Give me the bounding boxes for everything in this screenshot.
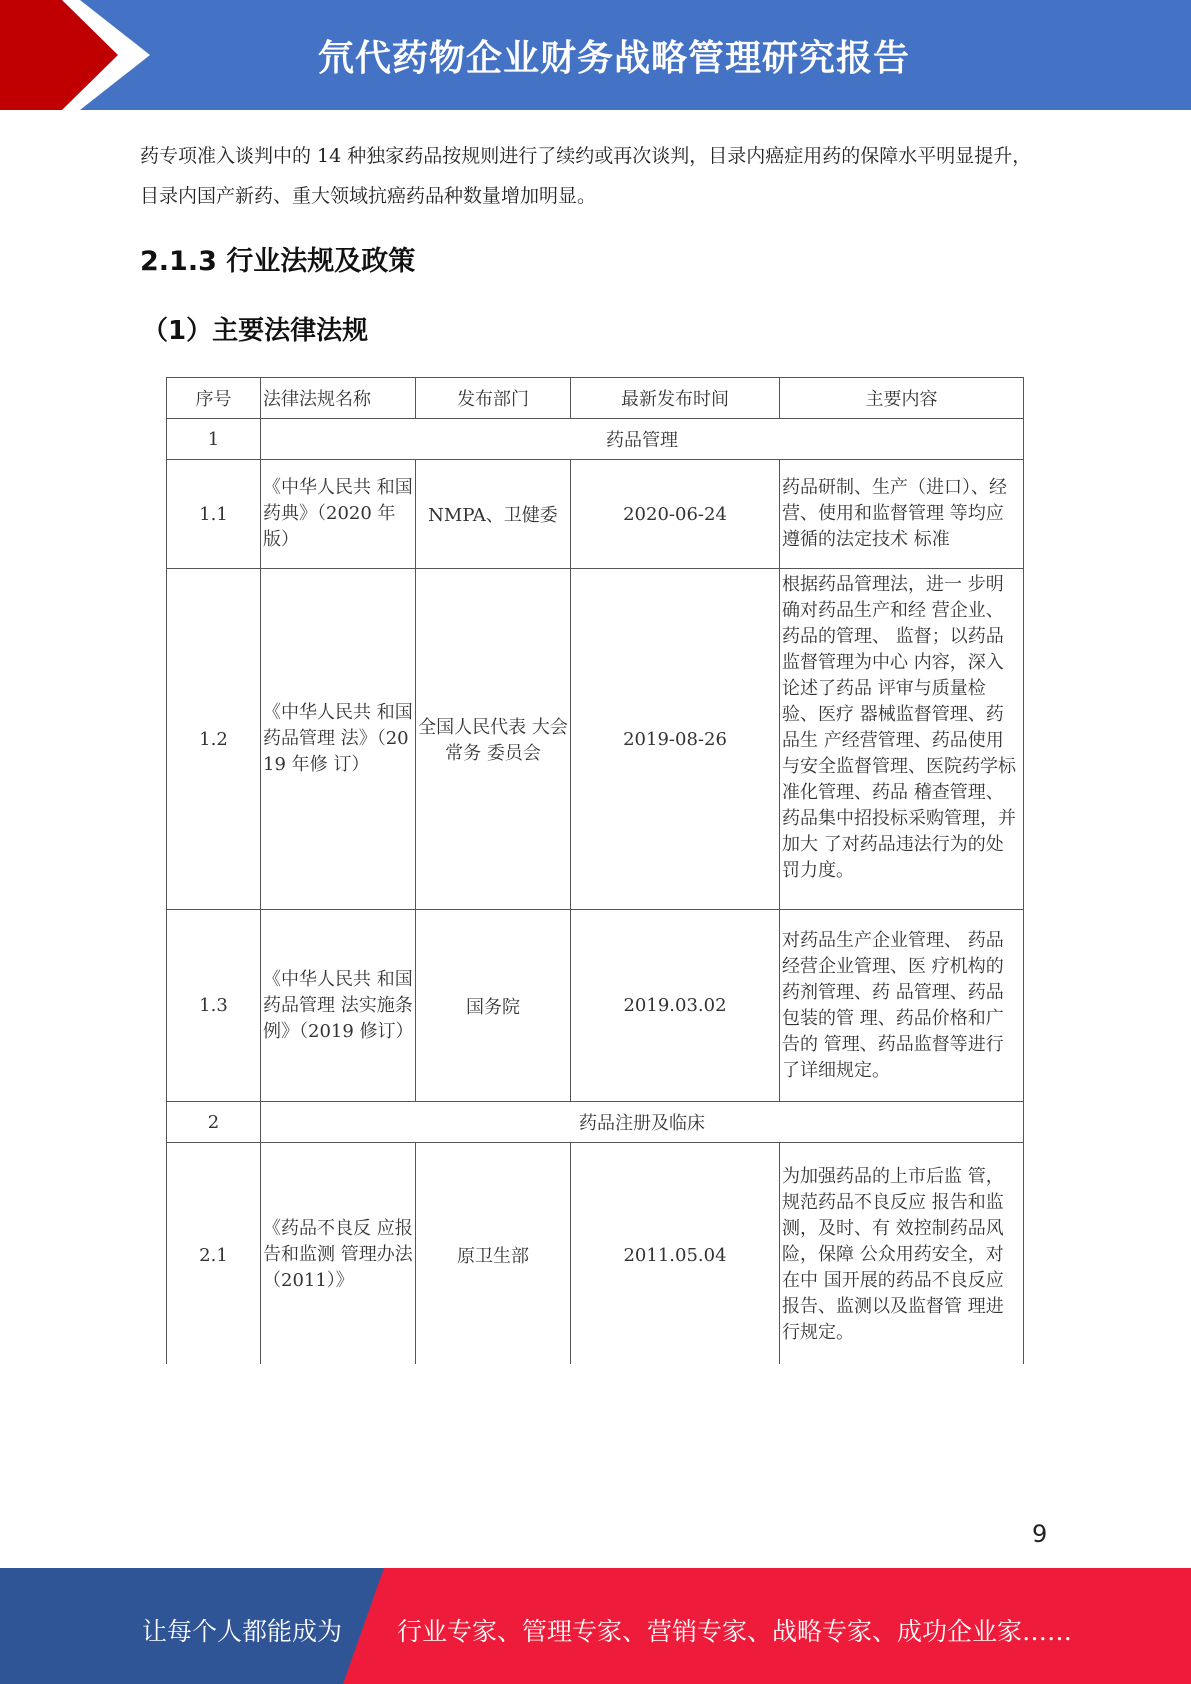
header-cell-date: 最新发布时间 [571,378,780,419]
issuing-department: 国务院 [416,910,571,1102]
regulation-name: 《药品不良反 应报告和监测 管理办法（2011）》 [261,1143,416,1365]
issuing-department: 原卫生部 [416,1143,571,1365]
table-section-row [167,1102,1024,1143]
table-header-row [167,378,1024,419]
issuing-department: 全国人民代表 大会常务 委员会 [416,569,571,910]
table-row [167,910,1024,1102]
page-header-banner [0,0,1191,110]
main-content: 为加强药品的上市后监 管，规范药品不良反应 报告和监测，及时、有 效控制药品风险，保障 公众用药安全，对在中 国开展的药品不良反应 报告、监测以及监督管 理进行规定。 [780,1143,1024,1365]
footer-slogan-left: 让每个人都能成为 [142,1617,343,1646]
issue-date: 2019-08-26 [571,569,780,910]
section-title: 药品管理 [261,419,1024,460]
regulations-table-container [166,377,1025,1364]
page-number: 9 [1032,1520,1048,1548]
main-content: 药品研制、生产（进口）、经营、使用和监督管理 等均应遵循的法定技术 标准 [780,460,1024,569]
header-cell-name: 法律法规名称 [261,378,416,419]
section-number: 1 [167,419,261,460]
section-title: 药品注册及临床 [261,1102,1024,1143]
table-row [167,569,1024,910]
section-number: 2 [167,1102,261,1143]
header-red-arrow-decoration [0,0,150,110]
footer-slogan-right: 行业专家、管理专家、营销专家、战略专家、成功企业家…… [397,1617,1073,1646]
issue-date: 2011.05.04 [571,1143,780,1365]
issuing-department: NMPA、卫健委 [416,460,571,569]
intro-paragraph: 药专项准入谈判中的 14 种独家药品按规则进行了续约或再次谈判，目录内癌症用药的保障水平明显提升，目录内国产新药、重大领域抗癌药品种数量增加明显。 [140,145,1032,207]
row-number: 1.1 [167,460,261,569]
report-title: 氘代药物企业财务战略管理研究报告 [318,38,911,79]
main-content: 对药品生产企业管理、 药品经营企业管理、医 疗机构的药剂管理、药 品管理、药品包装的管 理、药品价格和广告的 管理、药品监督等进行 了详细规定。 [780,910,1024,1102]
header-cell-num: 序号 [167,378,261,419]
subsection-heading: （1）主要法律法规 [142,316,369,346]
regulation-name: 《中华人民共 和国药典》（2020 年版） [261,460,416,569]
header-cell-dept: 发布部门 [416,378,571,419]
main-content [780,569,1024,910]
issue-date: 2020-06-24 [571,460,780,569]
row-number: 1.2 [167,569,261,910]
table-section-row [167,419,1024,460]
header-cell-content: 主要内容 [780,378,1024,419]
regulation-name: 《中华人民共 和国药品管理 法》（2019 年修 订） [261,569,416,910]
row-number: 1.3 [167,910,261,1102]
table-row [167,1143,1024,1365]
regulation-name: 《中华人民共 和国药品管理 法实施条例》（2019 修订） [261,910,416,1102]
main-content-text: 根据药品管理法，进一 步明确对药品生产和经 营企业、药品的管理、 监督；以药品监督管理为中心 内容，深入论述了药品 评审与质量检验、医疗 器械监督管理、药品生 产经营管理、药品使用 与安全监督管理、医院药学标准化管理、药品 稽查管理、药品集中招投标采购管理，并加大 了对药品违法行为的处 罚力度。 [782,574,1016,881]
section-heading: 2.1.3 行业法规及政策 [140,246,416,277]
table-row [167,460,1024,569]
row-number: 2.1 [167,1143,261,1365]
issue-date: 2019.03.02 [571,910,780,1102]
regulations-table [166,377,1024,1364]
